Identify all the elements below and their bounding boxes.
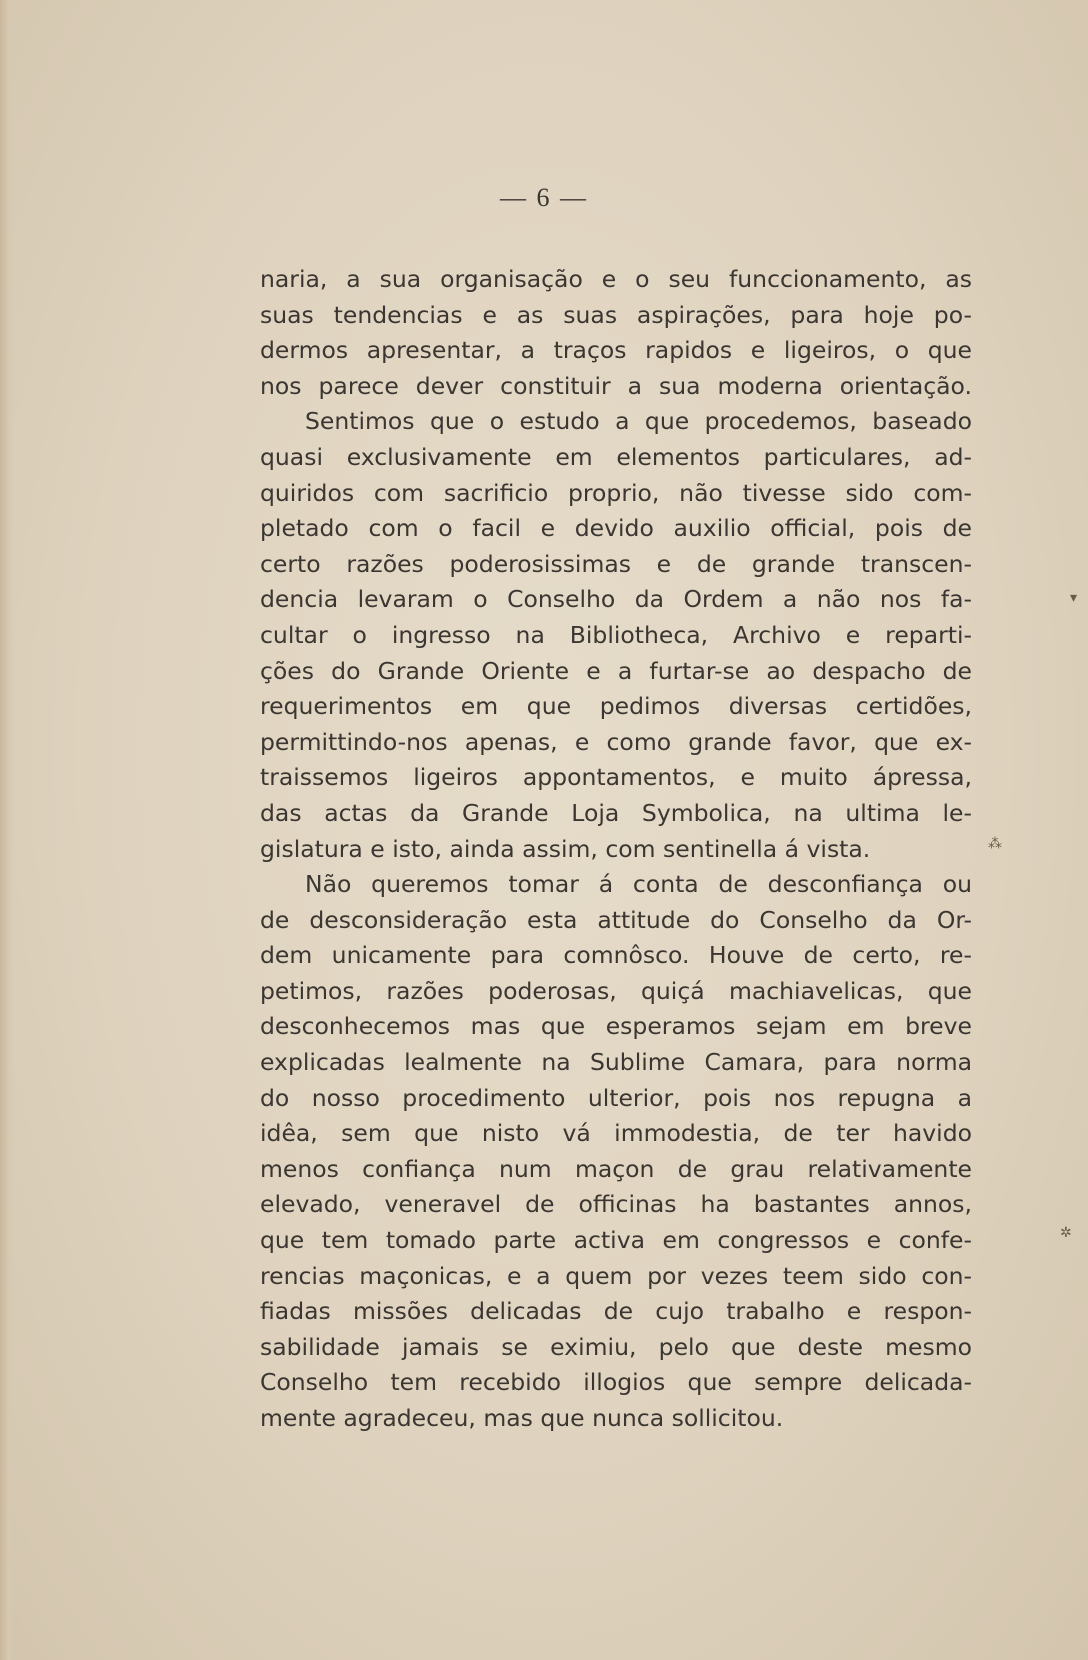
text-line: dencia levaram o Conselho da Ordem a não nos fa- (260, 585, 972, 614)
text-line-paragraph-start: Não queremos tomar á conta de desconfiança ou (305, 870, 972, 899)
text-line: pletado com o facil e devido auxilio official, pois de (260, 514, 972, 543)
text-line: naria, a sua organisação e o seu funccionamento, as (260, 265, 972, 293)
text-line: gislatura e isto, ainda assim, com sentinella á vista. (260, 834, 871, 863)
margin-speck-icon: ▾ (1070, 590, 1078, 606)
text-line: nos parece dever constituir a sua moderna orientação. (260, 371, 972, 400)
margin-speck-icon: ✲ (1060, 1225, 1072, 1241)
text-line: certo razões poderosissimas e de grande transcen- (260, 549, 972, 578)
text-line: suas tendencias e as suas aspirações, para hoje po- (260, 300, 972, 329)
page-number: — 6 — (500, 183, 588, 212)
text-line: quasi exclusivamente em elementos particulares, ad- (260, 442, 972, 471)
text-line: requerimentos em que pedimos diversas certidões, (260, 692, 972, 721)
text-line: desconhecemos mas que esperamos sejam em breve (260, 1012, 972, 1041)
text-line: permittindo-nos apenas, e como grande favor, que ex- (260, 727, 972, 756)
text-line: quiridos com sacrificio proprio, não tivesse sido com- (260, 478, 972, 507)
text-line-paragraph-start: Sentimos que o estudo a que procedemos, baseado (305, 407, 972, 436)
text-line: que tem tomado parte activa em congressos e confe- (260, 1226, 972, 1255)
text-line: Conselho tem recebido illogios que sempre delicada- (260, 1368, 972, 1397)
text-line: idêa, sem que nisto vá immodestia, de ter havido (260, 1119, 972, 1148)
text-line: das actas da Grande Loja Symbolica, na ultima le- (260, 798, 972, 827)
text-line: de desconsideração esta attitude do Conselho da Or- (260, 905, 972, 934)
text-line: dermos apresentar, a traços rapidos e ligeiros, o que (260, 336, 972, 365)
text-line: ções do Grande Oriente e a furtar-se ao despacho de (260, 656, 972, 685)
text-line: menos confiança num maçon de grau relativamente (260, 1154, 972, 1183)
text-line: mente agradeceu, mas que nunca sollicitou. (260, 1404, 784, 1432)
text-line: explicadas lealmente na Sublime Camara, para norma (260, 1048, 972, 1077)
text-line: cultar o ingresso na Bibliotheca, Archivo e reparti- (260, 620, 972, 649)
page-edge-shadow (0, 0, 14, 1660)
margin-speck-icon: ⁂ (988, 836, 1002, 852)
text-line: traissemos ligeiros appontamentos, e muito ápressa, (260, 763, 972, 792)
text-line: rencias maçonicas, e a quem por vezes teem sido con- (260, 1261, 972, 1290)
text-line: fiadas missões delicadas de cujo trabalho e respon- (260, 1297, 972, 1326)
text-line: dem unicamente para comnôsco. Houve de certo, re- (260, 941, 972, 970)
text-line: sabilidade jamais se eximiu, pelo que deste mesmo (260, 1332, 972, 1361)
text-line: do nosso procedimento ulterior, pois nos repugna a (260, 1083, 972, 1112)
text-line: petimos, razões poderosas, quiçá machiavelicas, que (260, 976, 972, 1005)
text-line: elevado, veneravel de officinas ha bastantes annos, (260, 1190, 972, 1219)
body-text (260, 262, 972, 1437)
